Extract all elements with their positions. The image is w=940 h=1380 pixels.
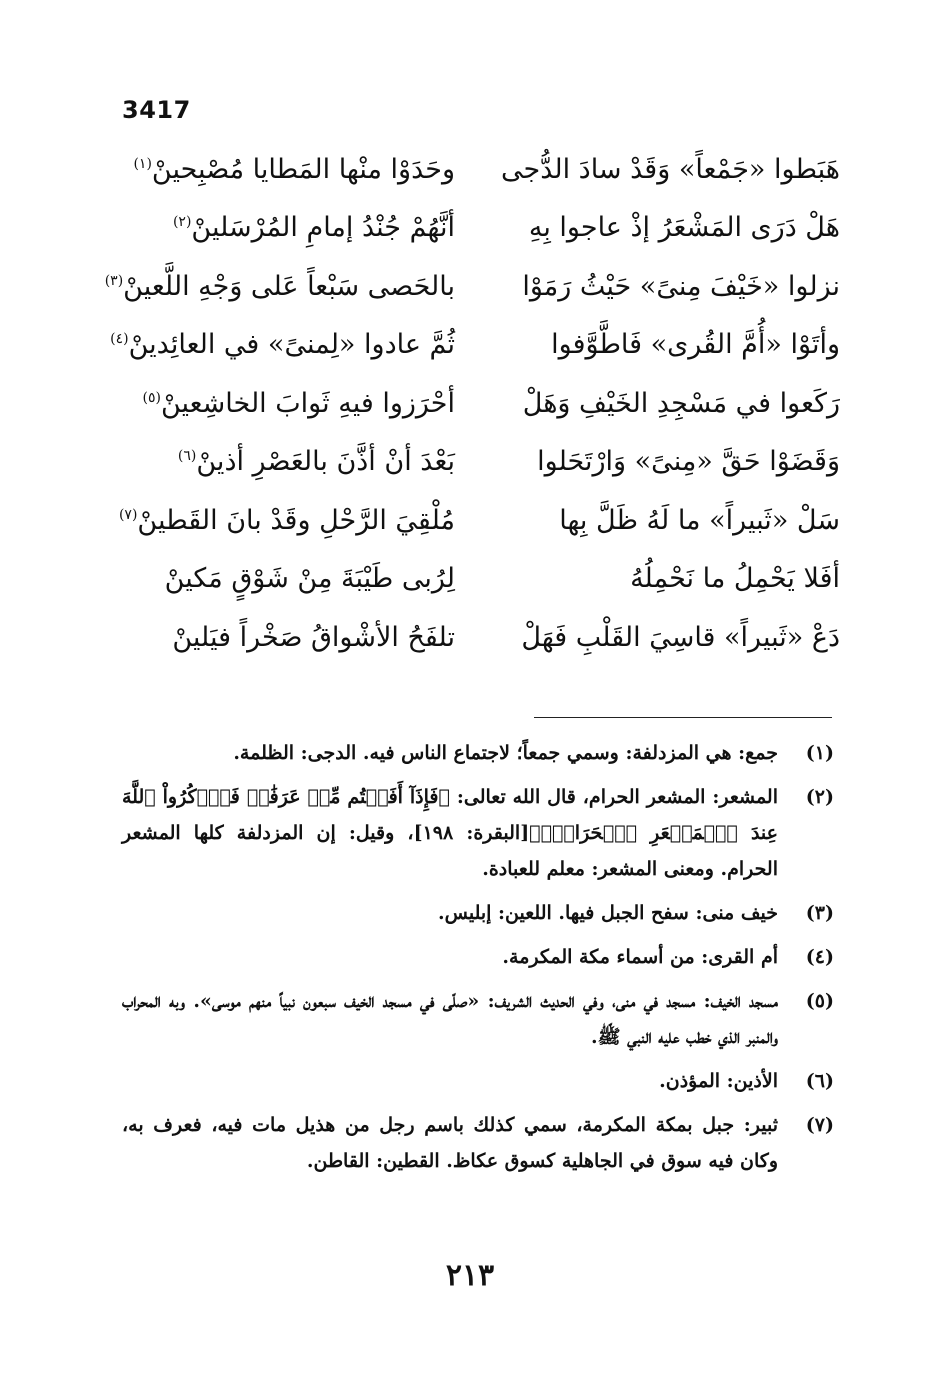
verse-second-hemistich (110, 621, 455, 653)
footnote-number: (٥) (805, 990, 834, 1012)
verse (110, 550, 840, 609)
footnote-ref: (٦) (177, 448, 197, 465)
verse-text: بَعْدَ أنْ أذَّنَ بالعَصْرِ أذينْ (196, 446, 455, 478)
footnote-ref: (٥) (142, 389, 161, 406)
footnote-text: خيف منى: سفح الجبل فيها. اللعين: إبليس. (438, 902, 778, 924)
footnote-number: (٦) (805, 1070, 834, 1092)
footnote-ref: (٤) (110, 331, 129, 348)
footnote (122, 735, 834, 771)
verse-text: بالحَصى سَبْعاً عَلى وَجْهِ اللَّعينْ (123, 270, 455, 302)
footnote (122, 779, 834, 887)
verse-text: أنَّهُمْ جُنْدُ إمامِ المُرْسَلينْ (191, 212, 455, 244)
verse-first-hemistich: دَعْ «ثَبيراً» قاسِيَ القَلْبِ فَهَلْ (521, 621, 840, 653)
verse (110, 199, 840, 258)
verse (110, 374, 840, 433)
verse (110, 433, 840, 492)
verse-first-hemistich: نزلوا «خَيْفَ مِنىً» حَيْثُ رَمَوْا (522, 270, 840, 302)
verse-second-hemistich (110, 212, 455, 244)
verse-first-hemistich: وَقَضَوْا حَقَّ «مِنىً» وَارْتَحَلوا (537, 446, 840, 478)
verse-first-hemistich: سَلْ «ثَبيراً» ما لَهُ ظَلَّ بِها (559, 504, 840, 536)
poem (104, 140, 840, 667)
footnote-number: (١) (805, 742, 834, 764)
footnote-text: أم القرى: من أسماء مكة المكرمة. (502, 946, 778, 968)
footnote (122, 1063, 834, 1099)
verse-first-hemistich: هَبَطوا «جَمْعاً» وَقَدْ سادَ الدُّجى (501, 153, 840, 185)
verse-second-hemistich (104, 270, 455, 302)
footnote-divider (534, 717, 832, 718)
verse-first-hemistich: أفَلا يَحْمِلُ ما نَحْمِلُهُ (630, 563, 840, 595)
footnote-text: جمع: هي المزدلفة: وسمي جمعاً؛ لاجتماع الناس فيه. الدجى: الظلمة. (233, 742, 778, 764)
footnote-text: ثبير: جبل بمكة المكرمة، سمي كذلك باسم رجل من هذيل مات فيه، فعرف به، وكان فيه سوق في الجاهلية كسوق عكاظ. القطين: القاطن. (122, 1114, 778, 1172)
verse (110, 316, 840, 375)
verse-text: وحَدَوْا منْها المَطايا مُصْبِحينْ (151, 153, 455, 185)
verse-second-hemistich (110, 563, 455, 595)
footnote-text: المشعر: المشعر الحرام، قال الله تعالى: ﴿فَإِذَآ أَفَضۡتُم مِّنۡ عَرَفَٰتٖ فَٱذۡكُرُواْ ٱللَّهَ عِندَ ٱلۡمَشۡعَرِ ٱلۡحَرَامِۖ﴾[البقرة: ١٩٨]، وقيل: إن المزدلفة كلها المشعر الحرام. ومعنى المشعر: معلم للعبادة. (122, 786, 778, 880)
verse (110, 491, 840, 550)
footnotes (122, 735, 834, 1187)
footnote-number: (٣) (805, 902, 834, 924)
verse-first-hemistich: وأتَوْا «أُمَّ القُرى» فَاطَّوَّفوا (551, 329, 840, 361)
footnote (122, 983, 834, 1055)
verse-second-hemistich (110, 329, 455, 361)
verse (110, 140, 840, 199)
verse-text: أحْرَزوا فيهِ ثَوابَ الخاشِعينْ (160, 387, 455, 419)
footnote-text: مسجد الخيف: مسجد في منى، وفي الحديث الشريف: «صلّى في مسجد الخيف سبعون نبياً منهم موسى». وبه المحراب والمنبر الذي خطب عليه النبي ﷺ. (122, 990, 778, 1048)
footnote (122, 939, 834, 975)
verse-second-hemistich (110, 387, 455, 419)
footnote-number: (٢) (805, 786, 834, 808)
verse-text: لِرُبى طَيْبَةَ مِنْ شَوْقٍ مَكينْ (164, 563, 455, 595)
verse-text: تلفَحُ الأشْواقُ صَخْراً فيَلينْ (172, 621, 455, 653)
footnote-ref: (١) (133, 155, 152, 172)
footnote-ref: (٣) (104, 272, 124, 289)
verse-second-hemistich (110, 446, 455, 478)
verse-text: مُلْقِيَ الرَّحْلِ وقَدْ بانَ القَطينْ (137, 504, 455, 536)
footnote-ref: (٧) (118, 506, 138, 523)
verse-first-hemistich: هَلْ دَرَى المَشْعَرُ إذْ عاجوا بِهِ (528, 212, 840, 244)
verse-second-hemistich (110, 504, 455, 536)
footnote (122, 895, 834, 931)
verse-second-hemistich (110, 153, 455, 185)
footnote-number: (٧) (805, 1114, 834, 1136)
footnote-number: (٤) (805, 946, 834, 968)
verse (110, 608, 840, 667)
footnote-text: الأذين: المؤذن. (659, 1070, 778, 1092)
page-number: ٢١٣ (445, 1258, 495, 1293)
verse-text: ثُمَّ عادوا «لِمنىً» في العائِدينْ (128, 329, 455, 361)
verse (104, 257, 840, 316)
footnote (122, 1107, 834, 1179)
page-id: 3417 (122, 96, 191, 124)
footnote-ref: (٢) (172, 214, 192, 231)
verse-first-hemistich: رَكَعوا في مَسْجِدِ الخَيْفِ وَهَلْ (522, 387, 840, 419)
